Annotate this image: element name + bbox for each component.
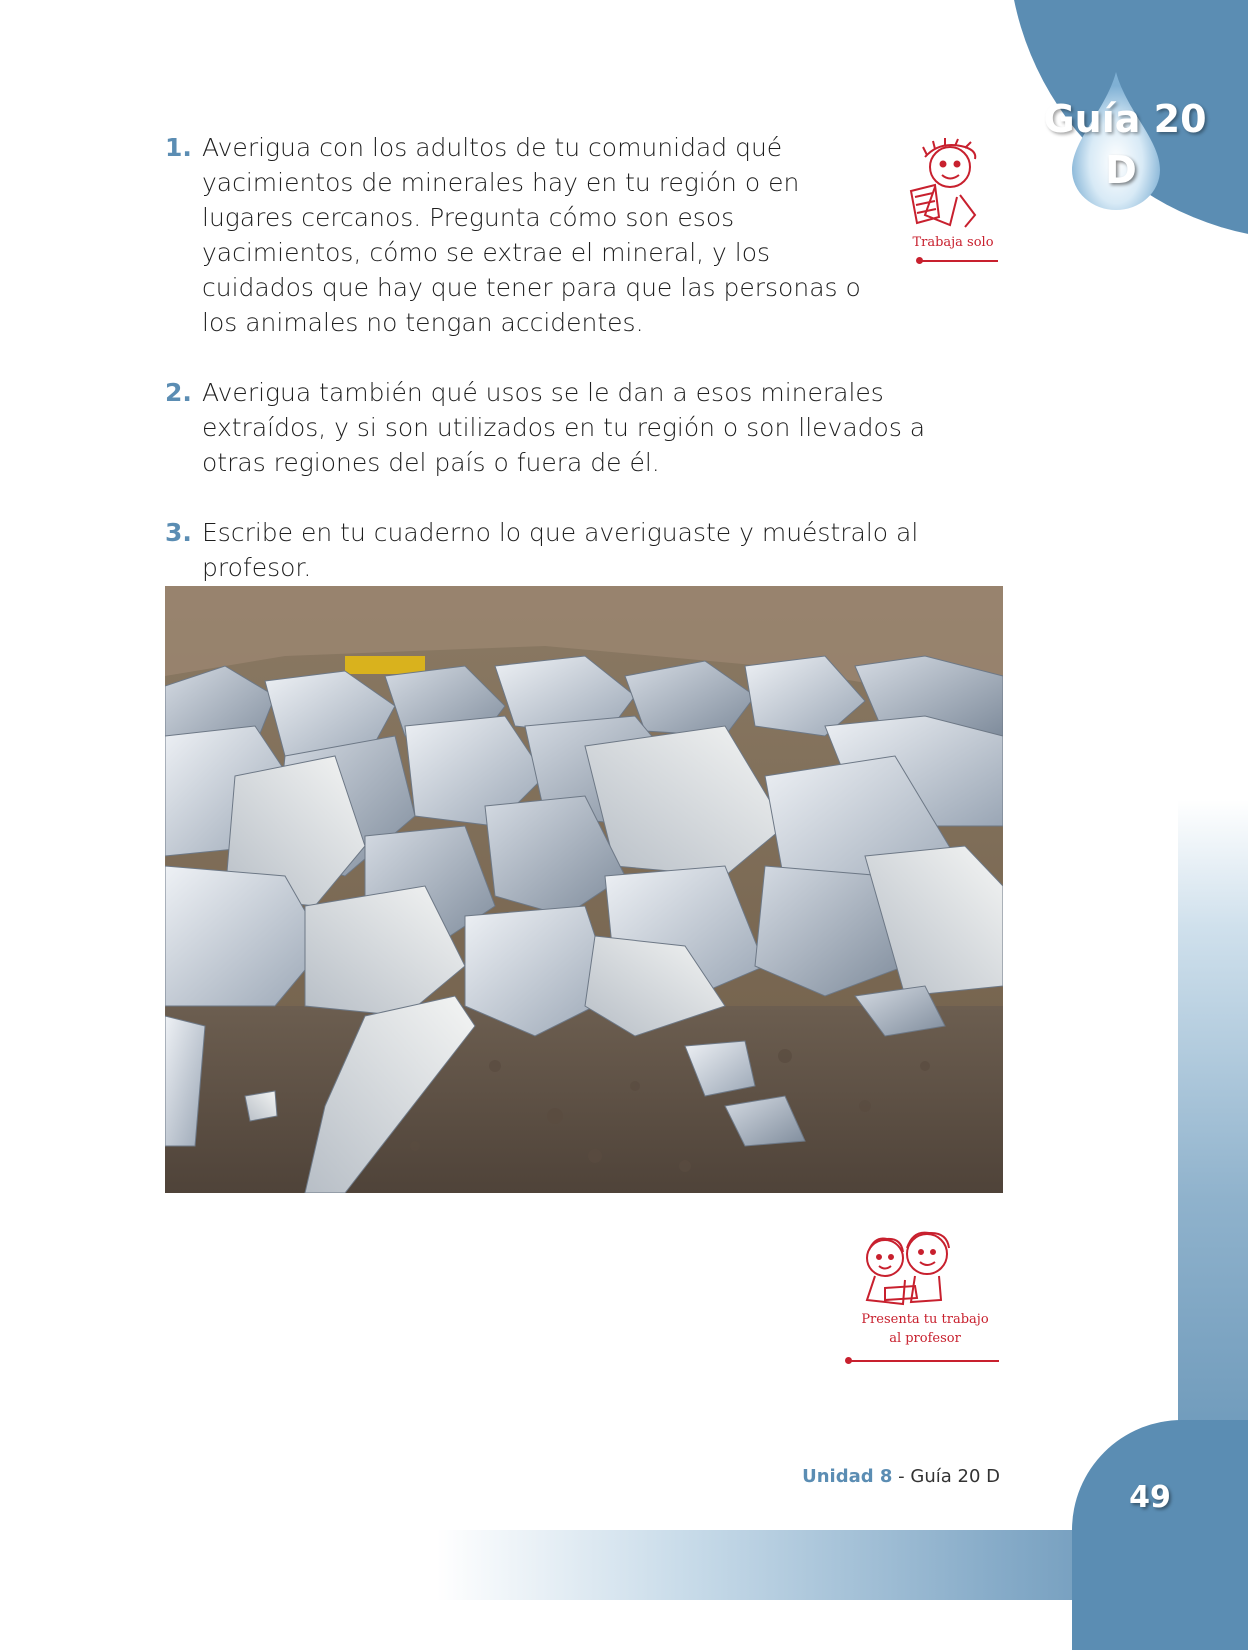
footer-unit: Unidad 8 <box>802 1466 893 1487</box>
guide-title: Guía 20 <box>1043 97 1207 141</box>
side-gradient-strip <box>1178 0 1248 1600</box>
item-text: Averigua con los adultos de tu comunidad qué yacimientos de minerales hay en tu región o en lugares cercanos. Pregunta cómo son esos yacimientos, cómo se extrae el mineral, y los cuidados que hay que tener para que las personas o los animales no tengan accidentes. <box>202 133 861 337</box>
item-text: Escribe en tu cuaderno lo que averiguaste y muéstralo al profesor. <box>202 518 919 582</box>
item-number: 2. <box>165 378 192 407</box>
badge-underline <box>849 1360 999 1362</box>
item-number: 3. <box>165 518 192 547</box>
page-number: 49 <box>1129 1480 1171 1515</box>
present-work-badge <box>845 1230 1005 1370</box>
work-alone-badge <box>905 135 1000 270</box>
child-reading-icon <box>905 135 1000 235</box>
footer-separator: - <box>892 1466 911 1487</box>
instruction-item <box>165 375 995 480</box>
guide-letter: D <box>1105 148 1137 192</box>
footer-unit-guide <box>760 1466 1000 1487</box>
present-label-line1: Presenta tu trabajo <box>861 1312 989 1327</box>
bottom-gradient-strip <box>0 1530 1248 1600</box>
present-label-line2: al profesor <box>889 1331 961 1346</box>
present-work-label <box>845 1310 1005 1348</box>
footer-guide: Guía 20 D <box>910 1466 1000 1487</box>
instruction-item <box>165 515 995 585</box>
badge-underline <box>920 260 998 262</box>
item-number: 1. <box>165 133 192 162</box>
two-children-icon <box>845 1230 1005 1310</box>
instruction-list <box>165 130 995 585</box>
quarry-rocks-photo <box>165 586 1003 1193</box>
work-alone-label: Trabaja solo <box>912 235 994 250</box>
page-number-tab <box>1072 1420 1248 1650</box>
item-text: Averigua también qué usos se le dan a esos minerales extraídos, y si son utilizados en tu región o son llevados a otras regiones del país o fuera de él. <box>202 378 926 477</box>
instruction-item <box>165 130 885 340</box>
